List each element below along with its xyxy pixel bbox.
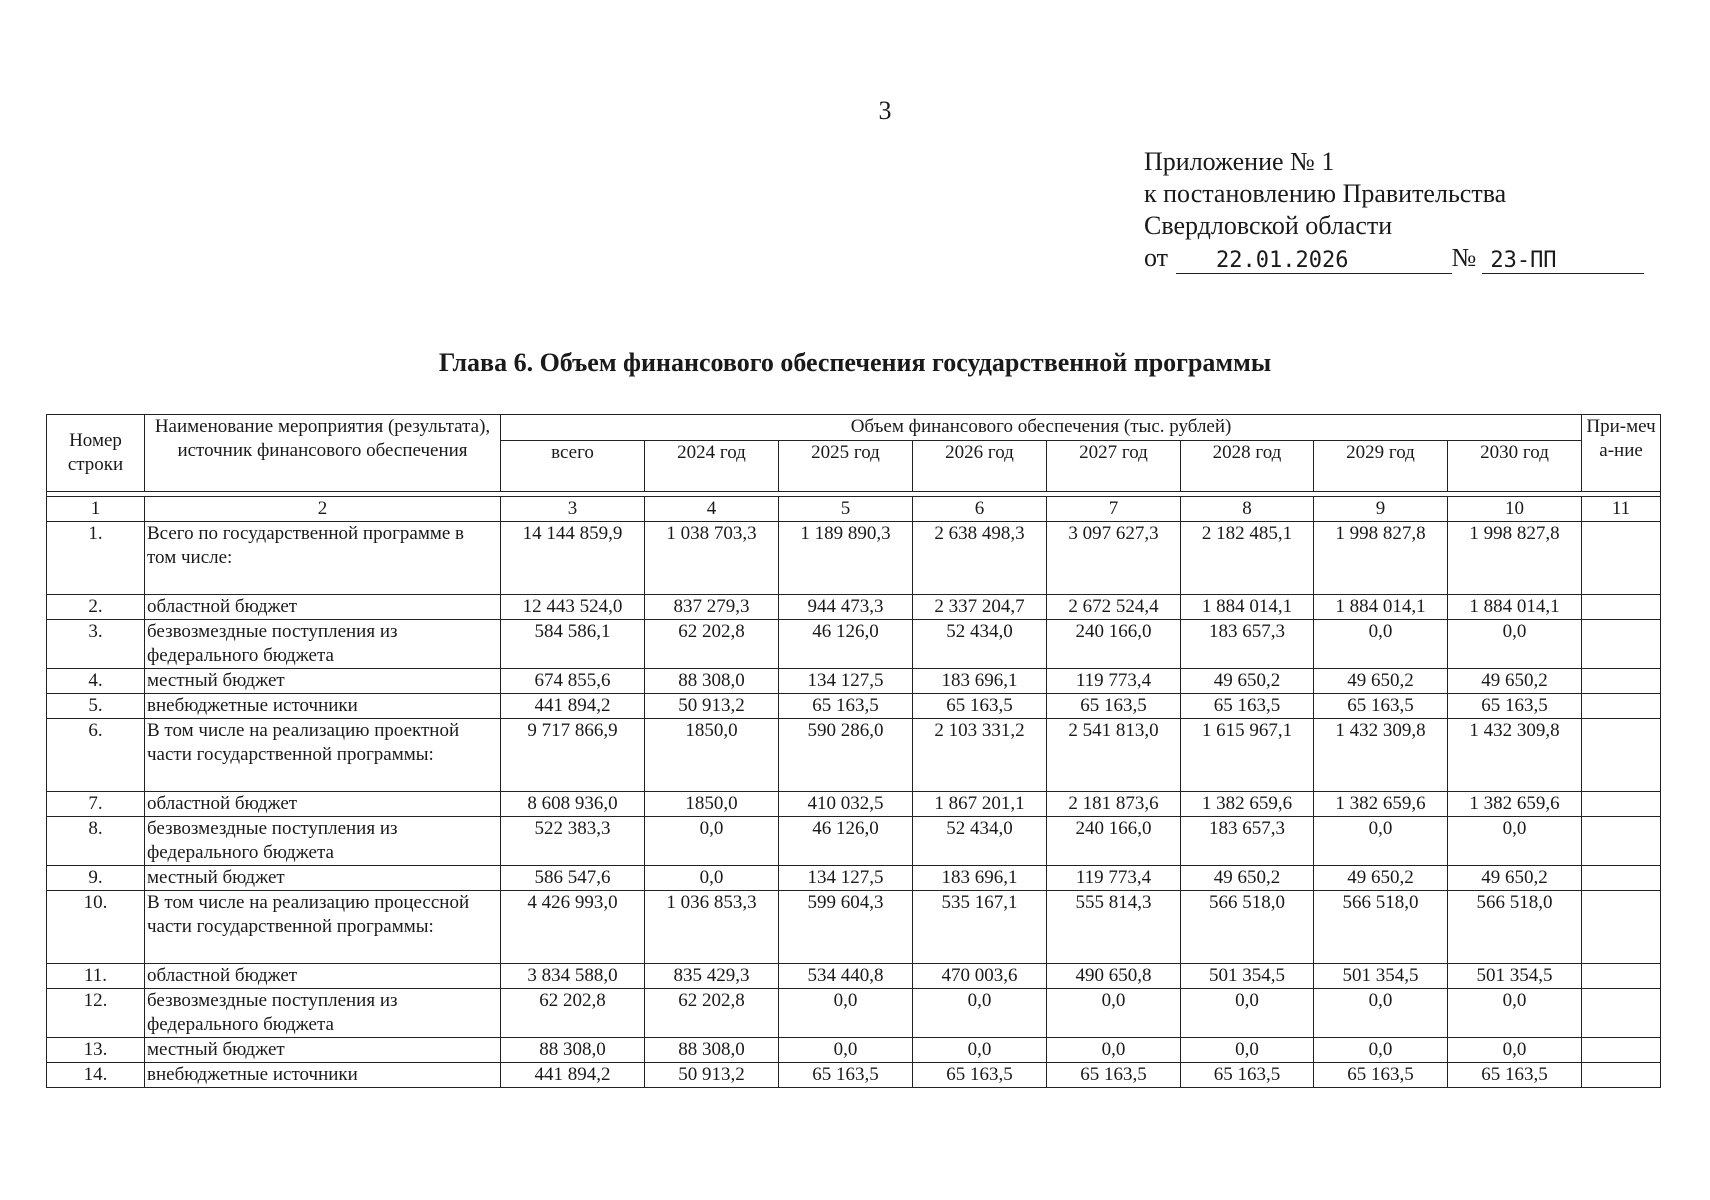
value-cell: 2 672 524,4: [1047, 595, 1181, 620]
note-cell: [1582, 866, 1661, 891]
value-cell: 49 650,2: [1314, 866, 1448, 891]
value-cell: 501 354,5: [1181, 964, 1314, 989]
number-prefix: №: [1451, 243, 1477, 272]
note-cell: [1582, 989, 1661, 1038]
note-cell: [1582, 891, 1661, 964]
value-cell: 944 473,3: [779, 595, 913, 620]
row-number-cell: 2.: [47, 595, 145, 620]
header-total: всего: [501, 441, 645, 492]
value-cell: 183 657,3: [1181, 817, 1314, 866]
header-2029: 2029 год: [1314, 441, 1448, 492]
value-cell: 65 163,5: [913, 694, 1047, 719]
value-cell: 1 382 659,6: [1314, 792, 1448, 817]
value-cell: 12 443 524,0: [501, 595, 645, 620]
row-number-cell: 5.: [47, 694, 145, 719]
value-cell: 0,0: [1314, 989, 1448, 1038]
value-cell: 3 834 588,0: [501, 964, 645, 989]
value-cell: 1 998 827,8: [1314, 522, 1448, 595]
row-name-cell: В том числе на реализацию проектной части государственной программы:: [145, 719, 501, 792]
value-cell: 52 434,0: [913, 817, 1047, 866]
column-number-cell: 4: [645, 497, 779, 522]
value-cell: 65 163,5: [1448, 1063, 1582, 1088]
value-cell: 240 166,0: [1047, 817, 1181, 866]
row-number-cell: 12.: [47, 989, 145, 1038]
row-name-cell: внебюджетные источники: [145, 694, 501, 719]
value-cell: 441 894,2: [501, 1063, 645, 1088]
row-number-cell: 14.: [47, 1063, 145, 1088]
column-number-cell: 2: [145, 497, 501, 522]
value-cell: 0,0: [1448, 817, 1582, 866]
note-cell: [1582, 817, 1661, 866]
value-cell: 46 126,0: [779, 817, 913, 866]
value-cell: 49 650,2: [1181, 669, 1314, 694]
value-cell: 119 773,4: [1047, 866, 1181, 891]
value-cell: 2 181 873,6: [1047, 792, 1181, 817]
number-field: 23-ПП: [1482, 248, 1644, 274]
column-number-cell: 5: [779, 497, 913, 522]
value-cell: 65 163,5: [1181, 1063, 1314, 1088]
header-name: Наименование мероприятия (результата), источник финансового обеспечения: [145, 415, 501, 492]
value-cell: 501 354,5: [1314, 964, 1448, 989]
table-row: [47, 792, 1661, 817]
value-cell: 134 127,5: [779, 866, 913, 891]
value-cell: 8 608 936,0: [501, 792, 645, 817]
value-cell: 65 163,5: [1314, 1063, 1448, 1088]
value-cell: 501 354,5: [1448, 964, 1582, 989]
row-name-cell: местный бюджет: [145, 669, 501, 694]
value-cell: 0,0: [645, 866, 779, 891]
financing-table: [46, 414, 1661, 1088]
value-cell: 52 434,0: [913, 620, 1047, 669]
value-cell: 0,0: [1181, 989, 1314, 1038]
value-cell: 837 279,3: [645, 595, 779, 620]
table-row: [47, 620, 1661, 669]
value-cell: 183 696,1: [913, 669, 1047, 694]
table-row: [47, 1038, 1661, 1063]
value-cell: 1850,0: [645, 792, 779, 817]
value-cell: 14 144 859,9: [501, 522, 645, 595]
value-cell: 62 202,8: [501, 989, 645, 1038]
row-number-cell: 7.: [47, 792, 145, 817]
value-cell: 1 867 201,1: [913, 792, 1047, 817]
value-cell: 3 097 627,3: [1047, 522, 1181, 595]
value-cell: 0,0: [1181, 1038, 1314, 1063]
note-cell: [1582, 595, 1661, 620]
header-note-text: При-меча-ние: [1586, 416, 1656, 461]
value-cell: 65 163,5: [1047, 694, 1181, 719]
note-cell: [1582, 1063, 1661, 1088]
table-row: [47, 719, 1661, 792]
table-row: [47, 964, 1661, 989]
header-volume-group: Объем финансового обеспечения (тыс. рублей): [501, 415, 1582, 441]
value-cell: 46 126,0: [779, 620, 913, 669]
row-name-cell: В том числе на реализацию процессной части государственной программы:: [145, 891, 501, 964]
value-cell: 586 547,6: [501, 866, 645, 891]
value-cell: 0,0: [1047, 1038, 1181, 1063]
value-cell: 1 382 659,6: [1181, 792, 1314, 817]
row-name-cell: местный бюджет: [145, 1038, 501, 1063]
value-cell: 535 167,1: [913, 891, 1047, 964]
note-cell: [1582, 792, 1661, 817]
appendix-title: Приложение № 1: [1144, 147, 1335, 176]
row-name-cell: безвозмездные поступления из федерального бюджета: [145, 620, 501, 669]
value-cell: 534 440,8: [779, 964, 913, 989]
value-cell: 410 032,5: [779, 792, 913, 817]
chapter-title: Глава 6. Объем финансового обеспечения государственной программы: [438, 348, 1272, 377]
value-cell: 1 432 309,8: [1448, 719, 1582, 792]
value-cell: 65 163,5: [1181, 694, 1314, 719]
value-cell: 555 814,3: [1047, 891, 1181, 964]
row-name-cell: Всего по государственной программе в том числе:: [145, 522, 501, 595]
value-cell: 1 036 853,3: [645, 891, 779, 964]
column-number-cell: 11: [1582, 497, 1661, 522]
appendix-resolution-line: к постановлению Правительства: [1144, 179, 1507, 208]
value-cell: 2 541 813,0: [1047, 719, 1181, 792]
value-cell: 1 884 014,1: [1181, 595, 1314, 620]
value-cell: 62 202,8: [645, 620, 779, 669]
value-cell: 49 650,2: [1448, 866, 1582, 891]
row-name-cell: областной бюджет: [145, 792, 501, 817]
value-cell: 134 127,5: [779, 669, 913, 694]
value-cell: 65 163,5: [913, 1063, 1047, 1088]
row-number-cell: 1.: [47, 522, 145, 595]
value-cell: 119 773,4: [1047, 669, 1181, 694]
note-cell: [1582, 522, 1661, 595]
value-cell: 2 638 498,3: [913, 522, 1047, 595]
note-cell: [1582, 669, 1661, 694]
value-cell: 65 163,5: [1314, 694, 1448, 719]
value-cell: 674 855,6: [501, 669, 645, 694]
note-cell: [1582, 964, 1661, 989]
value-cell: 2 103 331,2: [913, 719, 1047, 792]
value-cell: 0,0: [1314, 1038, 1448, 1063]
row-name-cell: областной бюджет: [145, 595, 501, 620]
value-cell: 183 657,3: [1181, 620, 1314, 669]
value-cell: 566 518,0: [1314, 891, 1448, 964]
value-cell: 183 696,1: [913, 866, 1047, 891]
table-row: [47, 669, 1661, 694]
row-number-cell: 10.: [47, 891, 145, 964]
value-cell: 441 894,2: [501, 694, 645, 719]
header-row-1: [47, 415, 1661, 441]
value-cell: 4 426 993,0: [501, 891, 645, 964]
table-row: [47, 595, 1661, 620]
column-number-cell: 10: [1448, 497, 1582, 522]
header-2025: 2025 год: [779, 441, 913, 492]
note-cell: [1582, 719, 1661, 792]
header-2026: 2026 год: [913, 441, 1047, 492]
row-number-cell: 13.: [47, 1038, 145, 1063]
value-cell: 584 586,1: [501, 620, 645, 669]
table-row: [47, 989, 1661, 1038]
header-2024: 2024 год: [645, 441, 779, 492]
date-prefix: от: [1144, 243, 1169, 272]
value-cell: 65 163,5: [779, 1063, 913, 1088]
value-cell: 0,0: [1448, 620, 1582, 669]
date-field: 22.01.2026: [1176, 248, 1451, 274]
value-cell: 2 182 485,1: [1181, 522, 1314, 595]
value-cell: 1 189 890,3: [779, 522, 913, 595]
value-cell: 1 998 827,8: [1448, 522, 1582, 595]
value-cell: 1 432 309,8: [1314, 719, 1448, 792]
row-number-cell: 3.: [47, 620, 145, 669]
column-number-row: [47, 497, 1661, 522]
value-cell: 1 038 703,3: [645, 522, 779, 595]
value-cell: 590 286,0: [779, 719, 913, 792]
row-name-cell: местный бюджет: [145, 866, 501, 891]
value-cell: 0,0: [645, 817, 779, 866]
column-number-cell: 6: [913, 497, 1047, 522]
value-cell: 0,0: [1314, 620, 1448, 669]
value-cell: 65 163,5: [1047, 1063, 1181, 1088]
row-name-cell: областной бюджет: [145, 964, 501, 989]
appendix-region-line: Свердловской области: [1144, 211, 1393, 240]
value-cell: 0,0: [1448, 989, 1582, 1038]
value-cell: 1 884 014,1: [1448, 595, 1582, 620]
table-row: [47, 1063, 1661, 1088]
value-cell: 566 518,0: [1448, 891, 1582, 964]
appendix-block: [1144, 146, 1644, 274]
table-body: [47, 492, 1661, 1088]
value-cell: 65 163,5: [1448, 694, 1582, 719]
value-cell: 566 518,0: [1181, 891, 1314, 964]
row-number-cell: 4.: [47, 669, 145, 694]
value-cell: 1 884 014,1: [1314, 595, 1448, 620]
value-cell: 599 604,3: [779, 891, 913, 964]
value-cell: 49 650,2: [1448, 669, 1582, 694]
value-cell: 88 308,0: [501, 1038, 645, 1063]
note-cell: [1582, 694, 1661, 719]
header-row-number: Номер строки: [47, 415, 145, 492]
column-number-cell: 9: [1314, 497, 1448, 522]
value-cell: 9 717 866,9: [501, 719, 645, 792]
header-note: [1582, 415, 1661, 492]
value-cell: 0,0: [913, 989, 1047, 1038]
row-name-cell: безвозмездные поступления из федерального бюджета: [145, 817, 501, 866]
value-cell: 65 163,5: [779, 694, 913, 719]
table-row: [47, 817, 1661, 866]
value-cell: 0,0: [1047, 989, 1181, 1038]
page-number: 3: [878, 96, 892, 125]
table-row: [47, 891, 1661, 964]
value-cell: 88 308,0: [645, 1038, 779, 1063]
value-cell: 49 650,2: [1314, 669, 1448, 694]
note-cell: [1582, 620, 1661, 669]
note-cell: [1582, 1038, 1661, 1063]
value-cell: 0,0: [779, 1038, 913, 1063]
column-number-cell: 7: [1047, 497, 1181, 522]
value-cell: 835 429,3: [645, 964, 779, 989]
row-number-cell: 6.: [47, 719, 145, 792]
column-number-cell: 1: [47, 497, 145, 522]
value-cell: 49 650,2: [1181, 866, 1314, 891]
value-cell: 62 202,8: [645, 989, 779, 1038]
header-2030: 2030 год: [1448, 441, 1582, 492]
table-row: [47, 694, 1661, 719]
value-cell: 0,0: [779, 989, 913, 1038]
value-cell: 470 003,6: [913, 964, 1047, 989]
column-number-cell: 3: [501, 497, 645, 522]
appendix-date-number-line: [1144, 242, 1644, 274]
value-cell: 1 382 659,6: [1448, 792, 1582, 817]
value-cell: 1 615 967,1: [1181, 719, 1314, 792]
value-cell: 490 650,8: [1047, 964, 1181, 989]
header-2027: 2027 год: [1047, 441, 1181, 492]
column-number-cell: 8: [1181, 497, 1314, 522]
value-cell: 240 166,0: [1047, 620, 1181, 669]
table-row: [47, 522, 1661, 595]
value-cell: 50 913,2: [645, 694, 779, 719]
value-cell: 2 337 204,7: [913, 595, 1047, 620]
row-name-cell: безвозмездные поступления из федерального бюджета: [145, 989, 501, 1038]
value-cell: 88 308,0: [645, 669, 779, 694]
value-cell: 50 913,2: [645, 1063, 779, 1088]
value-cell: 0,0: [1448, 1038, 1582, 1063]
value-cell: 522 383,3: [501, 817, 645, 866]
value-cell: 0,0: [1314, 817, 1448, 866]
row-number-cell: 11.: [47, 964, 145, 989]
row-number-cell: 9.: [47, 866, 145, 891]
header-2028: 2028 год: [1181, 441, 1314, 492]
value-cell: 0,0: [913, 1038, 1047, 1063]
row-name-cell: внебюджетные источники: [145, 1063, 501, 1088]
value-cell: 1850,0: [645, 719, 779, 792]
table-row: [47, 866, 1661, 891]
row-number-cell: 8.: [47, 817, 145, 866]
